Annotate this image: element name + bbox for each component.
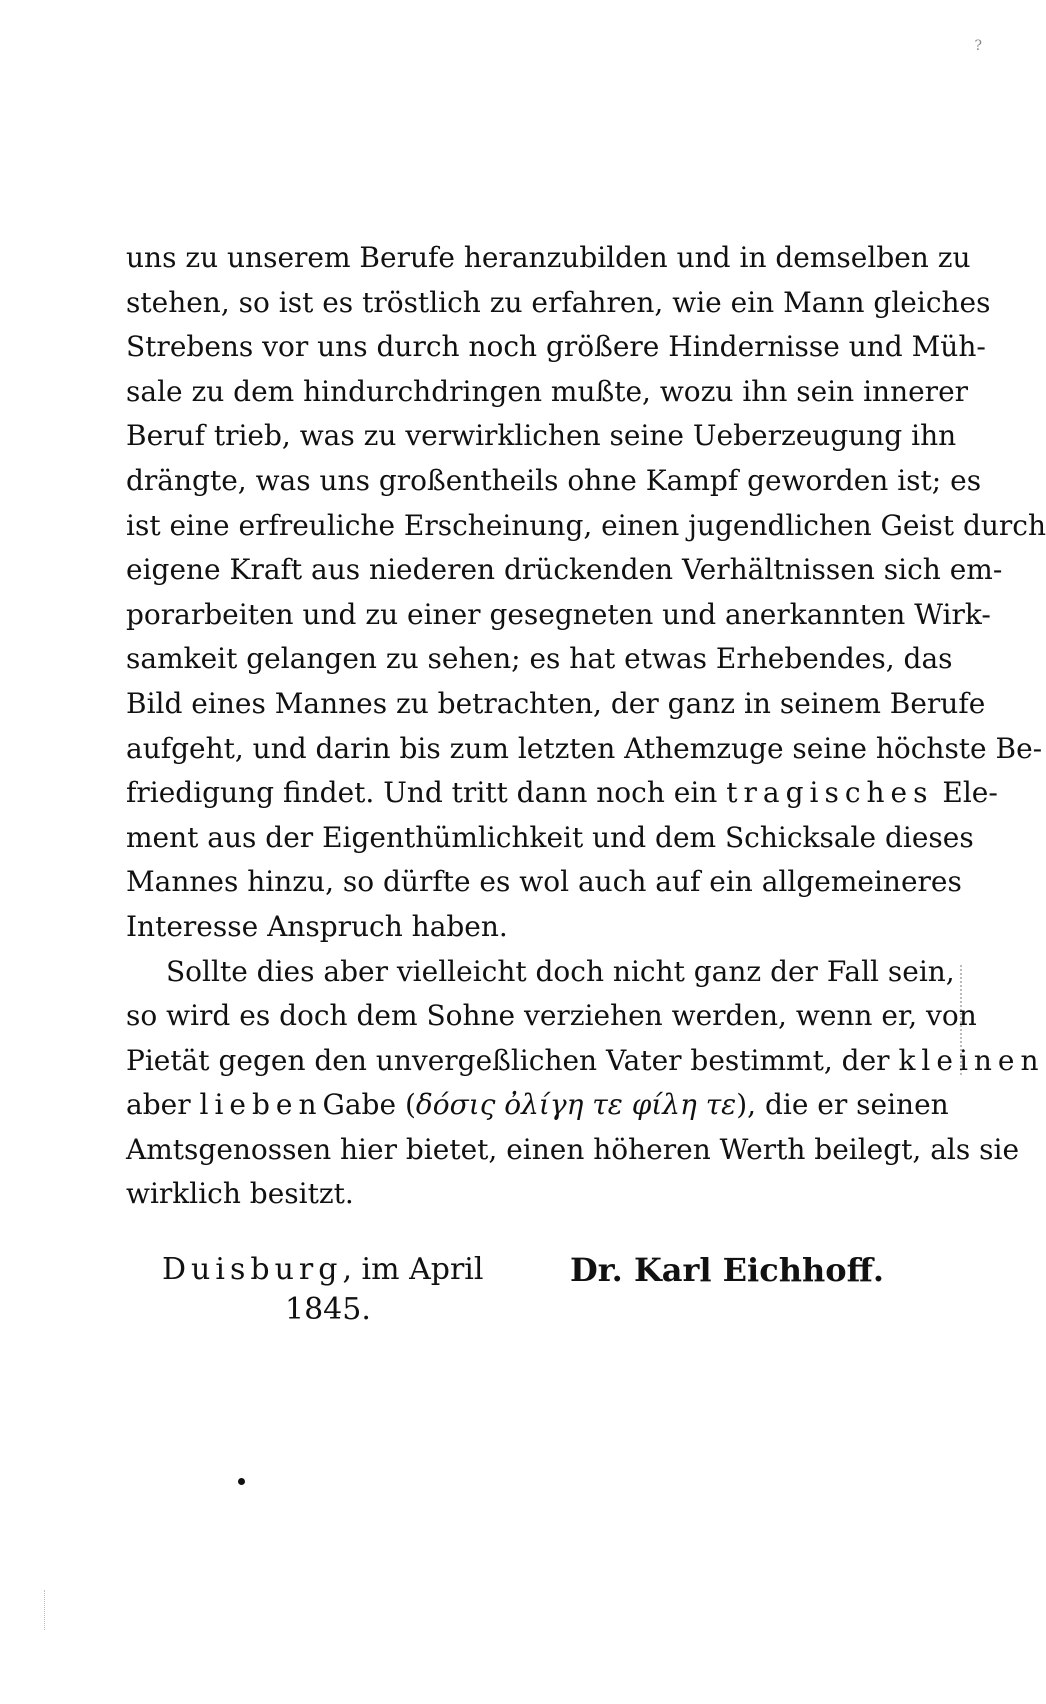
paragraph-2 <box>126 950 1045 1218</box>
text-line: aufgeht, und darin bis zum letzten Athemzuge seine höchste Be- <box>126 731 1043 765</box>
text-segment: aber <box>126 1088 191 1122</box>
text-line <box>126 1083 949 1128</box>
text-line: porarbeiten und zu einer gesegneten und anerkannten Wirk- <box>126 597 991 631</box>
text-line: uns zu unserem Berufe heranzubilden und in demselben zu <box>126 241 971 274</box>
signature-place <box>162 1250 484 1290</box>
text-line: stehen, so ist es tröstlich zu erfahren, wie ein Mann gleiches <box>126 285 991 319</box>
text-line: Sollte dies aber vielleicht doch nicht ganz der Fall sein, <box>166 954 955 988</box>
text-line: Strebens vor uns durch noch größere Hindernisse und Müh- <box>126 330 986 364</box>
text-line: samkeit gelangen zu sehen; es hat etwas Erhebendes, das <box>126 642 953 676</box>
text-segment: Pietät gegen den unvergeßlichen Vater bestimmt, der <box>126 1043 890 1077</box>
text-segment: friedigung findet. Und tritt dann noch ein <box>126 776 718 810</box>
signature-year: 1845. <box>285 1292 371 1327</box>
emphasized-word: tragisches <box>726 776 934 810</box>
place-name: Duisburg <box>162 1252 343 1287</box>
paragraph-1 <box>126 236 1046 950</box>
text-line: Beruf trieb, was zu verwirklichen seine Ueberzeugung ihn <box>126 419 957 453</box>
text-line: sale zu dem hindurchdringen mußte, wozu ihn sein innerer <box>126 374 969 408</box>
text-segment: ), die er seinen <box>736 1088 949 1122</box>
text-line: eigene Kraft aus niederen drückenden Verhältnissen sich em- <box>126 553 1003 587</box>
emphasized-word: lieben <box>199 1088 323 1122</box>
text-line <box>126 1039 1045 1084</box>
margin-speck <box>44 1590 46 1630</box>
text-segment: Gabe ( <box>322 1088 416 1122</box>
text-line: ist eine erfreuliche Erscheinung, einen jugendlichen Geist durch <box>126 508 1046 542</box>
text-line: so wird es doch dem Sohne verziehen werden, wenn er, von <box>126 999 977 1033</box>
text-line: drängte, was uns großentheils ohne Kampf geworden ist; es <box>126 463 982 497</box>
text-line: ment aus der Eigenthümlichkeit und dem Schicksale dieses <box>126 820 974 854</box>
page-corner-mark: ? <box>974 38 982 54</box>
text-line: wirklich besitzt. <box>126 1177 354 1211</box>
text-line: Mannes hinzu, so dürfte es wol auch auf ein allgemeineres <box>126 865 962 899</box>
text-segment: Ele- <box>942 776 998 810</box>
place-date: , im April <box>342 1252 484 1287</box>
text-line: Amtsgenossen hier bietet, einen höheren Werth beilegt, als sie <box>126 1132 1020 1166</box>
body-text <box>126 236 1046 1217</box>
ink-dot <box>238 1478 245 1485</box>
text-line: Interesse Anspruch haben. <box>126 909 508 943</box>
text-line: Bild eines Mannes zu betrachten, der ganz in seinem Berufe <box>126 686 986 720</box>
signature-author: Dr. Karl Eichhoff. <box>570 1251 884 1289</box>
text-line <box>126 771 998 816</box>
greek-quote: δόσις ὀλίγη τε φίλη τε <box>415 1088 737 1122</box>
emphasized-word: kleinen <box>898 1043 1045 1077</box>
